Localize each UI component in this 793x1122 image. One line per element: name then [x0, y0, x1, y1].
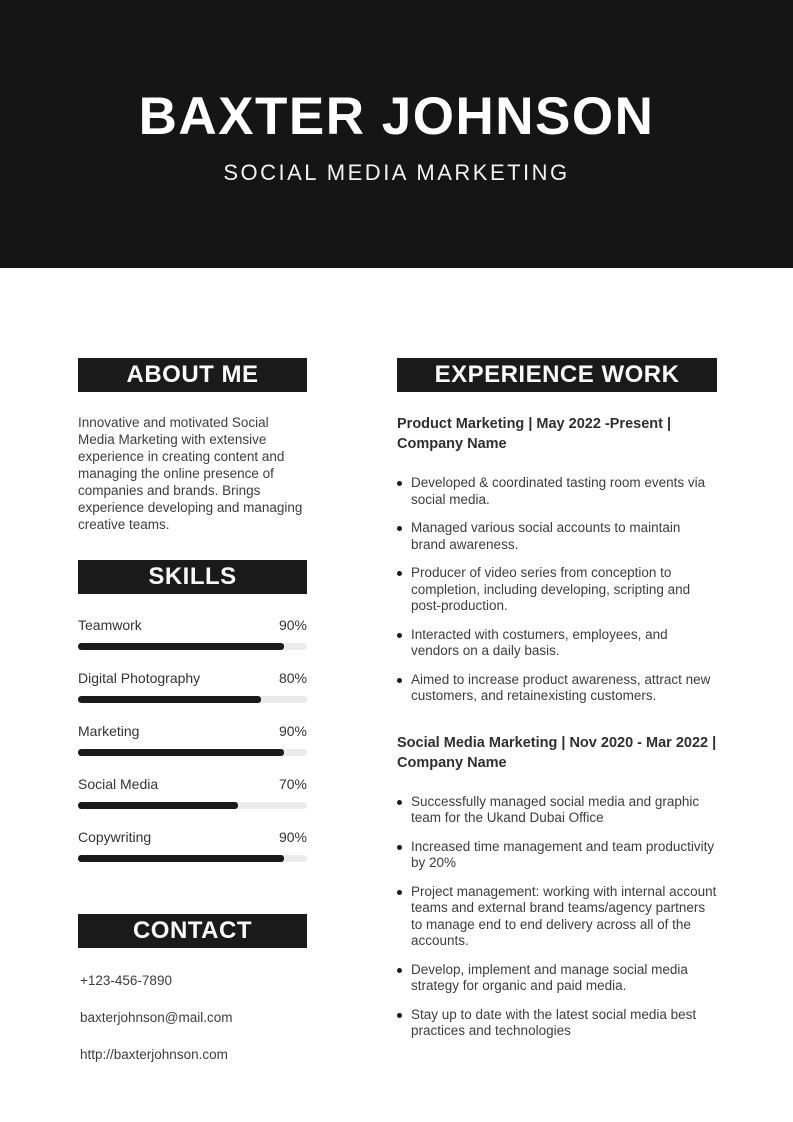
bullet-dot-icon: [397, 968, 402, 973]
contact-item: http://baxterjohnson.com: [80, 1047, 228, 1062]
skill-progress-track: [78, 696, 307, 703]
skill-percent: 70%: [278, 776, 307, 792]
job-bullet: [397, 1007, 717, 1040]
bullet-dot-icon: [397, 526, 402, 531]
bullet-text: Develop, implement and manage social media strategy for organic and paid media.: [411, 961, 688, 993]
contact-section-title: CONTACT: [78, 914, 307, 948]
skill-progress-track: [78, 643, 307, 650]
skill-percent: 90%: [278, 723, 307, 739]
skill-progress-fill: [78, 696, 261, 703]
person-name: BAXTER JOHNSON: [138, 87, 655, 146]
skill-label: Copywriting: [78, 829, 152, 845]
job-bullet-list: [397, 794, 717, 1040]
job-bullet: [397, 962, 717, 995]
bullet-dot-icon: [397, 571, 402, 576]
bullet-text: Stay up to date with the latest social media best practices and technologies: [411, 1006, 697, 1038]
bullet-text: Aimed to increase product awareness, attract new customers, and retainexisting customers.: [411, 671, 711, 703]
right-column: [397, 358, 717, 1052]
skill-progress-track: [78, 749, 307, 756]
skill-label: Marketing: [78, 723, 140, 739]
experience-jobs: [397, 414, 717, 1040]
job-entry: [397, 414, 717, 705]
bullet-text: Developed & coordinated tasting room events via social media.: [411, 475, 706, 507]
skill-progress-fill: [78, 855, 284, 862]
skill-label: Digital Photography: [78, 670, 201, 686]
bullet-dot-icon: [397, 1013, 402, 1018]
skill-progress-fill: [78, 802, 238, 809]
job-bullet: [397, 884, 717, 950]
contact-list: [78, 972, 307, 1063]
left-column: [78, 358, 307, 1083]
job-heading: Product Marketing | May 2022 -Present | Company Name: [397, 416, 672, 452]
skill-progress-fill: [78, 749, 284, 756]
skill-row-header: [78, 670, 307, 687]
bullet-dot-icon: [397, 678, 402, 683]
skill-percent: 90%: [278, 829, 307, 845]
bullet-text: Managed various social accounts to maintain brand awareness.: [411, 520, 681, 552]
job-bullet: [397, 794, 717, 827]
skill-progress-fill: [78, 643, 284, 650]
job-bullet: [397, 627, 717, 660]
skill-row: [78, 776, 307, 829]
bullet-dot-icon: [397, 633, 402, 638]
skill-row: [78, 617, 307, 670]
bullet-text: Increased time management and team productivity by 20%: [411, 838, 715, 870]
skill-progress-track: [78, 855, 307, 862]
skills-list: [78, 617, 307, 882]
skill-row-header: [78, 617, 307, 634]
job-bullet: [397, 672, 717, 705]
person-role-subtitle: SOCIAL MEDIA MARKETING: [223, 160, 570, 185]
job-bullet-list: [397, 475, 717, 705]
bullet-dot-icon: [397, 481, 402, 486]
contact-item: baxterjohnson@mail.com: [80, 1010, 233, 1025]
bullet-dot-icon: [397, 845, 402, 850]
job-bullet: [397, 839, 717, 872]
skill-percent: 80%: [278, 670, 307, 686]
skill-row: [78, 670, 307, 723]
about-text: Innovative and motivated Social Media Marketing with extensive experience in creating content and managing the online presence of companies and brands. Brings experience developing and managing creative teams.: [78, 415, 303, 532]
bullet-text: Producer of video series from conception to completion, including developing, scripting and post-production.: [411, 565, 691, 613]
job-bullet: [397, 520, 717, 553]
bullet-text: Interacted with costumers, employees, and vendors on a daily basis.: [411, 626, 668, 658]
bullet-text: Project management: working with internal account teams and external brand teams/agency partners to manage end to end delivery across all of the accounts.: [411, 883, 717, 948]
skill-row-header: [78, 776, 307, 793]
skill-row: [78, 723, 307, 776]
contact-item: +123-456-7890: [80, 973, 172, 988]
job-heading: Social Media Marketing | Nov 2020 - Mar 2022 | Company Name: [397, 734, 717, 771]
skill-row-header: [78, 723, 307, 740]
skill-percent: 90%: [278, 617, 307, 633]
skill-progress-track: [78, 802, 307, 809]
bullet-text: Successfully managed social media and graphic team for the Ukand Dubai Office: [411, 793, 700, 825]
skills-section-title: SKILLS: [78, 560, 307, 594]
job-entry: [397, 733, 717, 1040]
hero-header: [0, 0, 793, 268]
job-bullet: [397, 475, 717, 508]
bullet-dot-icon: [397, 800, 402, 805]
skill-label: Teamwork: [78, 617, 142, 633]
skill-row: [78, 829, 307, 882]
about-section-title: ABOUT ME: [78, 358, 307, 392]
skill-row-header: [78, 829, 307, 846]
bullet-dot-icon: [397, 890, 402, 895]
experience-section-title: EXPERIENCE WORK: [397, 358, 717, 392]
skill-label: Social Media: [78, 776, 159, 792]
job-bullet: [397, 565, 717, 615]
